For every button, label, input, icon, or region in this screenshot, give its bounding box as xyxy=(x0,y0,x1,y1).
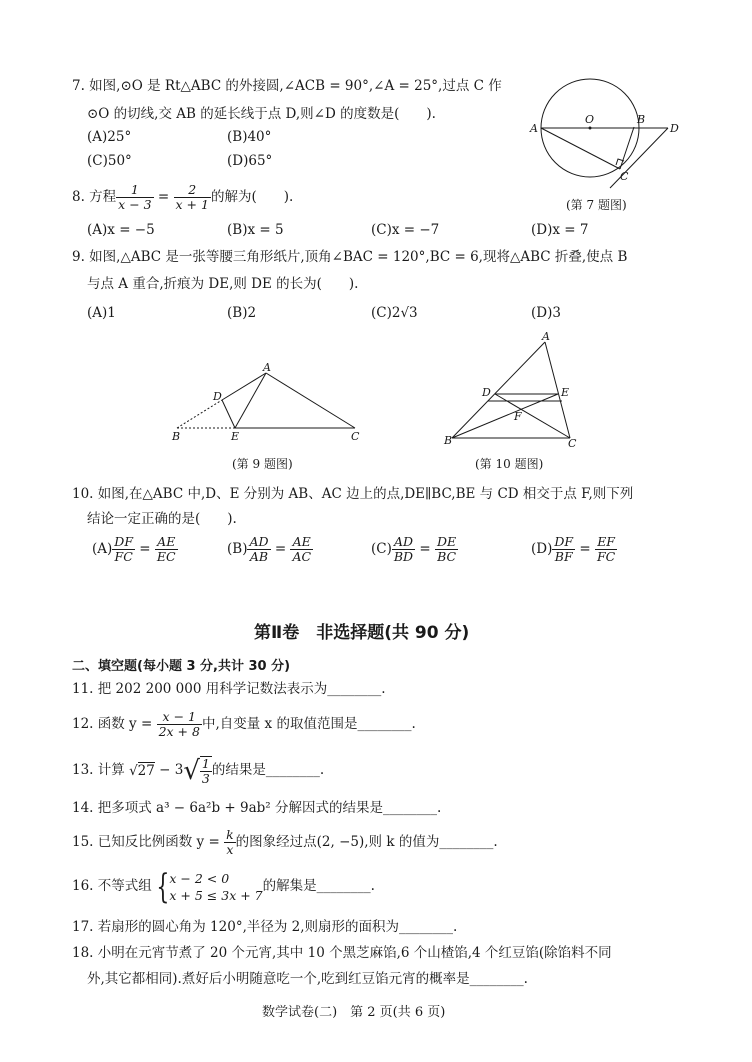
q10-c-d1: BD xyxy=(393,549,414,564)
q10-option-a-frac-left xyxy=(112,535,135,564)
q10-stem-line2: 结论一定正确的是( ). xyxy=(87,511,237,527)
q8-fraction-2 xyxy=(174,183,211,212)
q15-suffix: 的图象经过点(2, −5),则 k 的值为________. xyxy=(235,834,498,850)
q10-stem-line1: 10. 如图,在△ABC 中,D、E 分别为 AB、AC 边上的点,DE∥BC,BE 与 CD 相交于点 F,则下列 xyxy=(72,486,634,502)
q9-option-b: (B)2 xyxy=(227,305,257,321)
q13-den: 3 xyxy=(201,770,210,786)
q10-label-f: F xyxy=(514,410,522,423)
q10-option-c-frac-right xyxy=(435,535,458,564)
q10-a-d2: EC xyxy=(156,549,176,564)
page-footer: 数学试卷(二) 第 2 页(共 6 页) xyxy=(262,1005,446,1020)
q9-stem-line1: 9. 如图,△ABC 是一张等腰三角形纸片,顶角∠BAC = 120°,BC = 6,现将△ABC 折叠,使点 B xyxy=(72,249,628,265)
q7-option-d: (D)65° xyxy=(227,153,273,169)
q10-c-n2: DE xyxy=(437,534,457,549)
q10-option-a-label: (A) xyxy=(92,541,113,557)
q10-option-c-frac-left xyxy=(392,535,415,564)
q8-frac1-num: 1 xyxy=(116,183,153,198)
q8-equals: = xyxy=(153,189,174,205)
q7-label-c: C xyxy=(620,170,629,183)
q8-prefix: 8. 方程 xyxy=(72,189,117,205)
q10-b-d1: AB xyxy=(249,549,269,564)
q15 xyxy=(72,826,498,858)
q18-line1: 18. 小明在元宵节煮了 20 个元宵,其中 10 个黑芝麻馅,6 个山楂馅,4 个红豆馅(除馅料不同 xyxy=(72,945,612,961)
q10-label-d: D xyxy=(482,386,491,399)
q7-caption: (第 7 题图) xyxy=(566,198,627,212)
q10-option-d-frac-right xyxy=(595,535,617,564)
q10-option-d-frac-left xyxy=(552,535,575,564)
q8-option-c: (C)x = −7 xyxy=(371,222,440,238)
q8-option-d: (D)x = 7 xyxy=(531,222,589,238)
q10-c-d2: BC xyxy=(437,549,457,564)
q10-label-a: A xyxy=(542,330,550,343)
q15-prefix: 15. 已知反比例函数 y = xyxy=(72,834,225,850)
q10-b-n2: AE xyxy=(290,535,313,550)
q10-d-n2: EF xyxy=(595,535,617,550)
q7-label-a: A xyxy=(530,122,538,135)
q13-mid: − 3 xyxy=(154,762,184,778)
q13-suffix: 的结果是________. xyxy=(211,762,325,778)
q16 xyxy=(72,866,375,906)
q16-row1: x − 2 < 0 xyxy=(169,870,230,886)
q10-caption: (第 10 题图) xyxy=(475,457,544,471)
q16-brace: { xyxy=(156,866,170,907)
q10-label-c: C xyxy=(568,437,577,450)
q9-option-c: (C)2√3 xyxy=(371,305,418,321)
q7-option-c: (C)50° xyxy=(87,153,132,169)
q10-figure xyxy=(440,330,590,450)
q10-option-c-label: (C) xyxy=(371,541,392,557)
q8-stem xyxy=(72,182,293,212)
q7-label-b: B xyxy=(637,113,646,126)
q7-option-a: (A)25° xyxy=(87,129,132,145)
q9-figure xyxy=(165,360,370,450)
q7-label-o: O xyxy=(585,113,595,126)
q8-option-a: (A)x = −5 xyxy=(87,222,155,238)
q10-option-b-frac-left xyxy=(247,535,270,564)
q15-num: k xyxy=(226,827,234,842)
q8-frac2-den: x + 1 xyxy=(175,197,209,212)
q12-den: 2x + 8 xyxy=(158,724,200,739)
q17: 17. 若扇形的圆心角为 120°,半径为 2,则扇形的面积为________. xyxy=(72,919,458,935)
q9-caption: (第 9 题图) xyxy=(232,457,293,471)
q10-a-n2: AE xyxy=(155,535,178,550)
q13-sqrt1-value: 27 xyxy=(137,762,155,779)
q8-frac1-den: x − 3 xyxy=(118,197,152,212)
q18-line2: 外,其它都相同).煮好后小明随意吃一个,吃到红豆馅元宵的概率是________. xyxy=(87,971,528,987)
q12-prefix: 12. 函数 y = xyxy=(72,716,157,732)
q10-option-a: (A) $\frac{DF}{FC}$ = $\frac{AE}{EC}$ xyxy=(92,534,176,564)
q16-system xyxy=(169,870,262,904)
q7-stem-line1: 7. 如图,⊙O 是 Rt△ABC 的外接圆,∠ACB = 90°,∠A = 25°,过点 C 作 xyxy=(72,78,502,94)
q10-d-d1: BF xyxy=(554,549,573,564)
q13-sqrt-27: √27 xyxy=(129,762,155,779)
q13-prefix: 13. 计算 xyxy=(72,762,130,778)
q7-option-b: (B)40° xyxy=(227,129,272,145)
q16-row2: x + 5 ≤ 3x + 7 xyxy=(169,887,263,903)
q9-label-d: D xyxy=(213,390,222,403)
q15-fraction xyxy=(224,828,236,857)
q9-label-b: B xyxy=(172,430,181,443)
q10-label-b: B xyxy=(444,434,453,447)
q9-label-e: E xyxy=(231,430,240,443)
q9-label-c: C xyxy=(351,430,360,443)
q7-figure xyxy=(524,70,689,195)
q10-option-a-frac-right xyxy=(155,535,178,564)
q13-num: 1 xyxy=(201,755,210,771)
section2-title: 二、填空题(每小题 3 分,共计 30 分) xyxy=(72,659,291,674)
q10-option-b-label: (B) xyxy=(227,541,248,557)
q16-prefix: 16. 不等式组 xyxy=(72,878,152,894)
q16-suffix: 的解集是________. xyxy=(262,878,375,894)
q8-option-b: (B)x = 5 xyxy=(227,222,284,238)
q12 xyxy=(72,708,416,740)
q10-d-n1: DF xyxy=(554,534,574,549)
q12-suffix: 中,自变量 x 的取值范围是________. xyxy=(201,716,416,732)
q14: 14. 把多项式 a³ − 6a²b + 9ab² 分解因式的结果是________. xyxy=(72,800,442,816)
q10-option-b: (B) $\frac{AD}{AB}$ = $\frac{AE}{AC}$ xyxy=(227,534,312,564)
q12-fraction xyxy=(157,710,202,739)
q8-suffix: 的解为( ). xyxy=(210,189,294,205)
q12-num: x − 1 xyxy=(157,710,202,725)
q10-option-c: (C) $\frac{AD}{BD}$ = $\frac{DE}{BC}$ xyxy=(371,534,457,564)
q10-option-d: (D) $\frac{DF}{BF}$ = $\frac{EF}{FC}$ xyxy=(531,534,616,564)
q10-b-d2: AC xyxy=(292,549,312,564)
q13-fraction xyxy=(200,756,212,786)
q9-label-a: A xyxy=(263,361,271,374)
q10-d-d2: FC xyxy=(596,549,616,564)
q9-option-a: (A)1 xyxy=(87,305,116,321)
q10-b-n1: AD xyxy=(249,534,269,549)
q10-option-b-frac-right xyxy=(290,535,313,564)
q15-den: x xyxy=(226,842,234,857)
q10-option-d-label: (D) xyxy=(531,541,553,557)
q7-label-d: D xyxy=(670,122,679,135)
q11: 11. 把 202 200 000 用科学记数法表示为________. xyxy=(72,681,386,697)
q7-stem-line2: ⊙O 的切线,交 AB 的延长线于点 D,则∠D 的度数是( ). xyxy=(87,106,436,122)
part2-title: 第Ⅱ卷 非选择题(共 90 分) xyxy=(254,623,470,643)
q9-stem-line2: 与点 A 重合,折痕为 DE,则 DE 的长为( ). xyxy=(87,276,359,292)
q10-a-n1: DF xyxy=(114,534,133,549)
q10-c-n1: AD xyxy=(392,535,415,550)
q10-a-d1: FC xyxy=(114,549,133,564)
q13 xyxy=(72,752,324,789)
q8-frac2-num: 2 xyxy=(174,183,211,198)
q8-fraction-1 xyxy=(116,183,153,212)
q9-option-d: (D)3 xyxy=(531,305,561,321)
q13-sqrt-sign: √ xyxy=(183,755,200,786)
q10-label-e: E xyxy=(561,386,570,399)
